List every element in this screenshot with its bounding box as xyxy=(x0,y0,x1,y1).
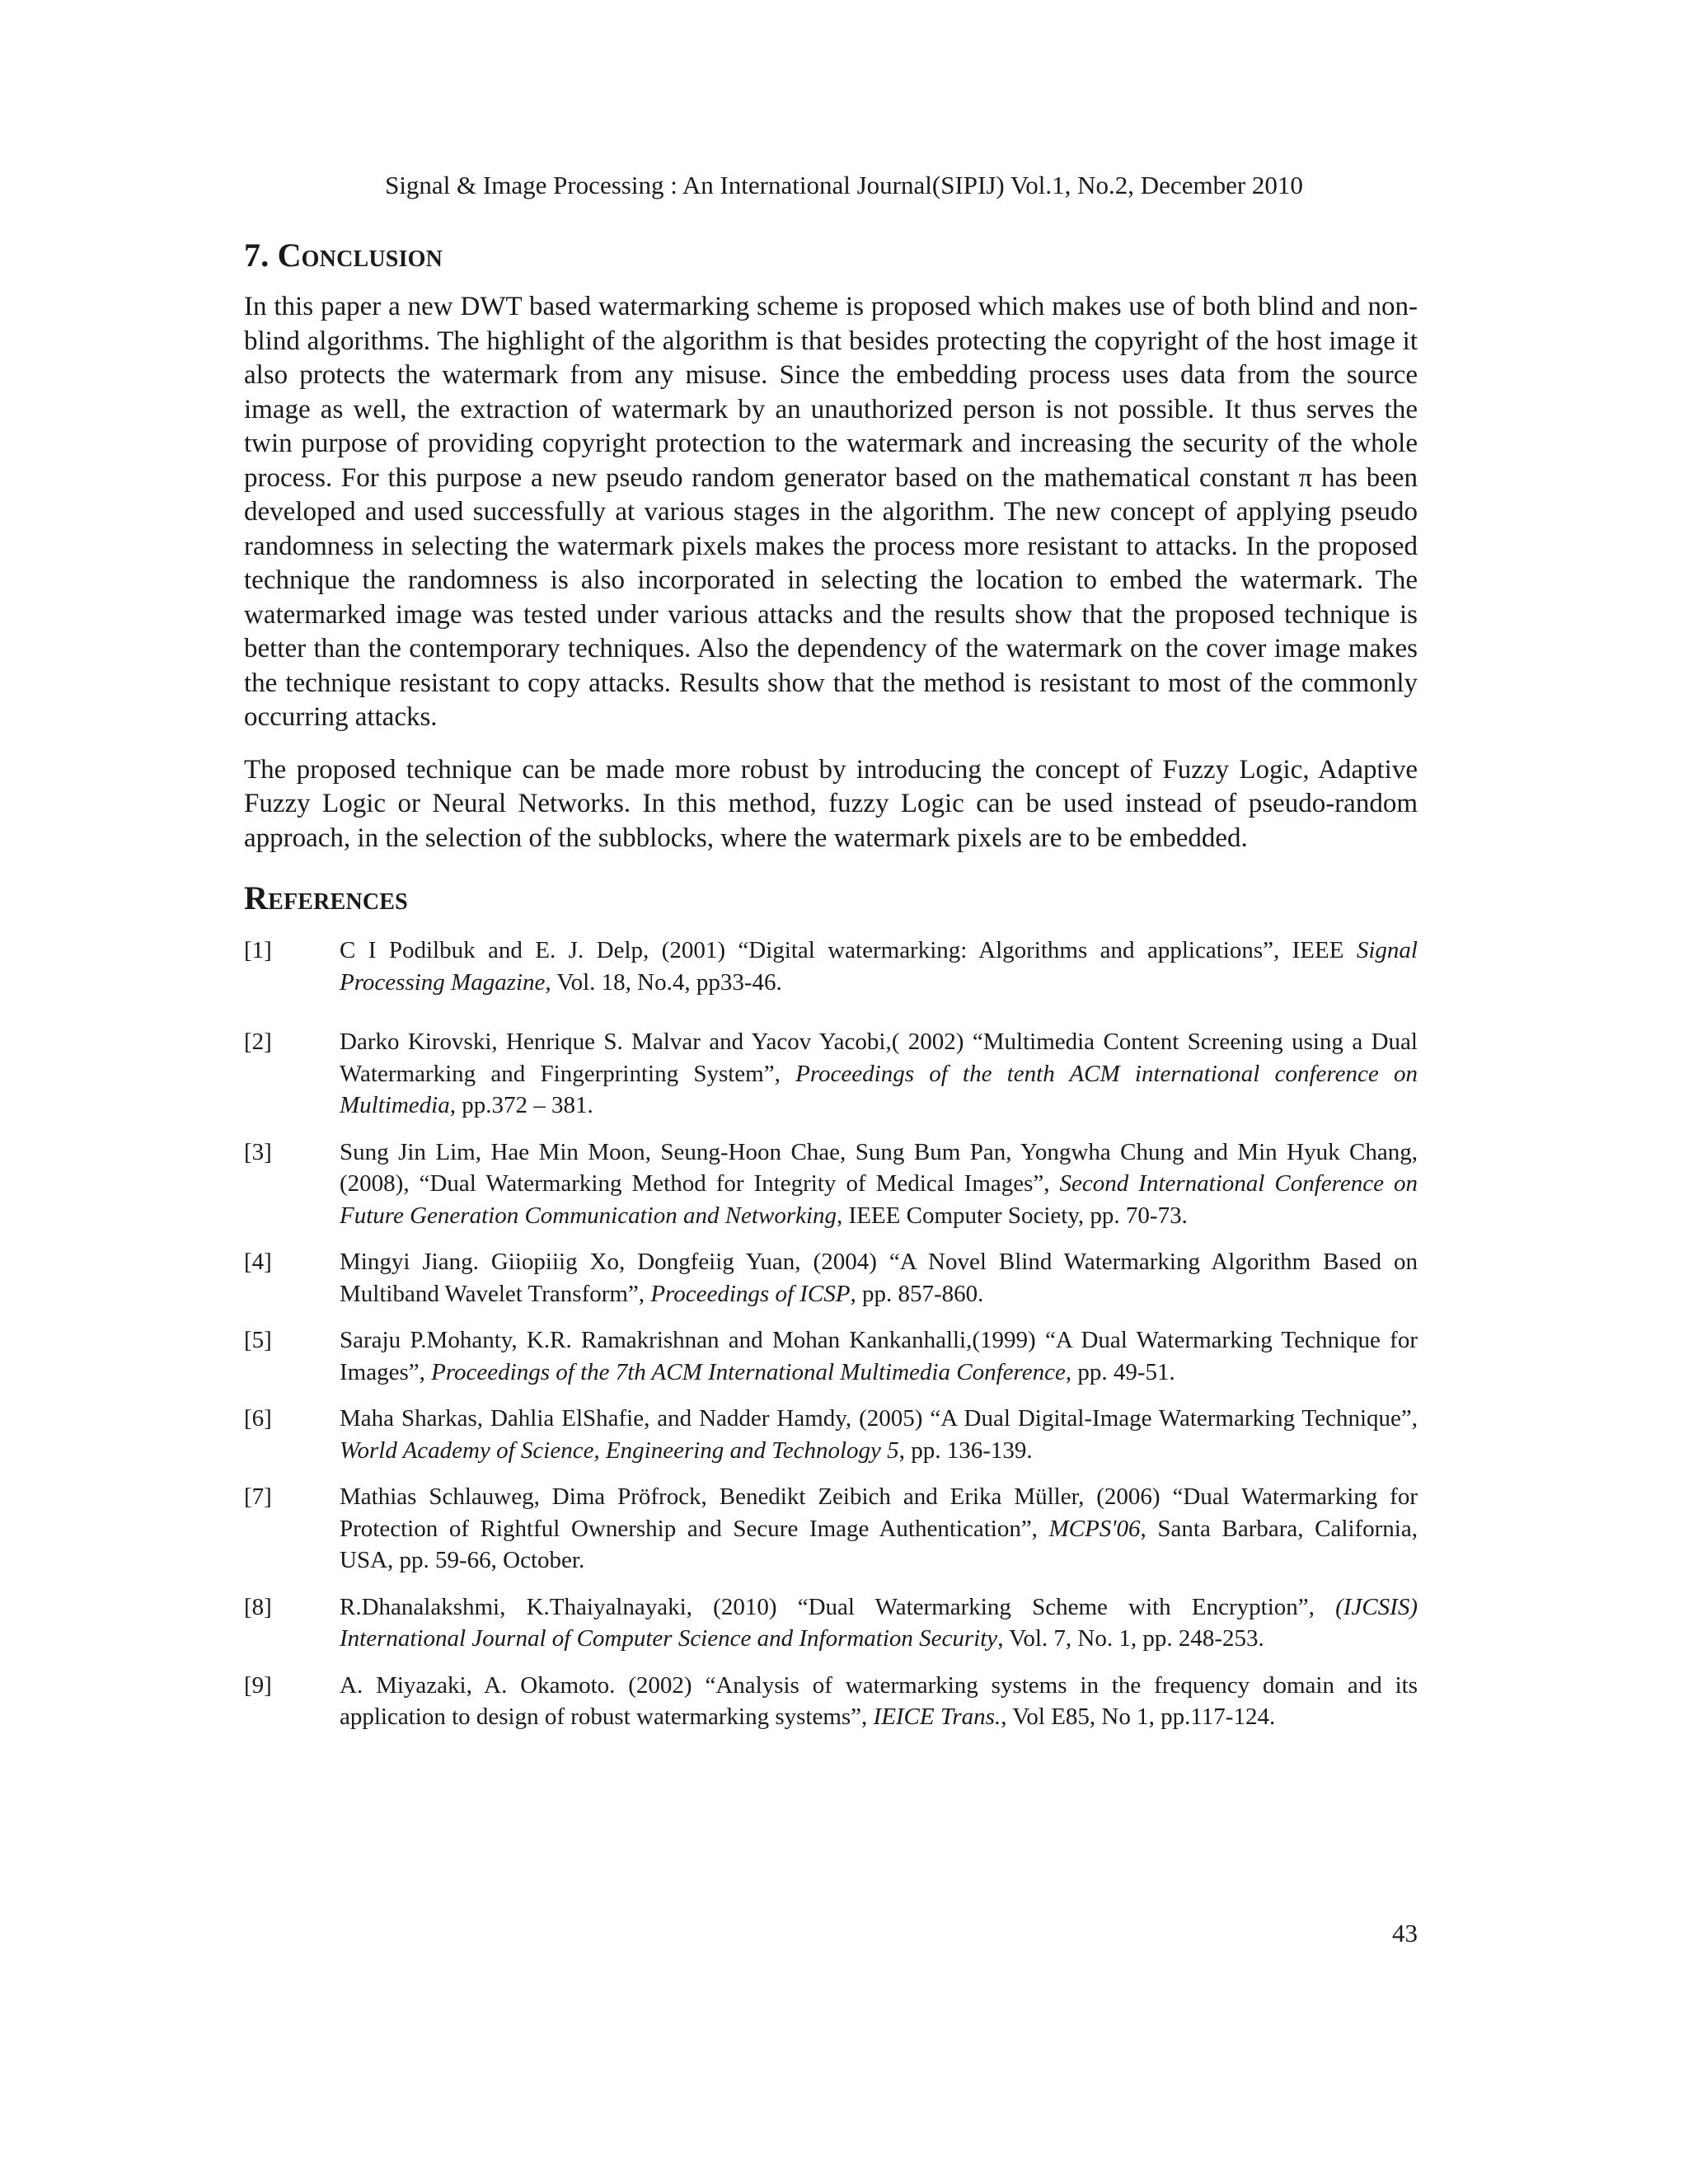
page-number: 43 xyxy=(1392,1919,1418,1947)
reference-text: Darko Kirovski, Henrique S. Malvar and Yacov Yacobi,( 2002) “Multimedia Content Screening using a Dual Watermarking and Fingerprinting System”, xyxy=(340,1029,1418,1087)
reference-number: [2] xyxy=(244,1029,272,1055)
reference-text: Mathias Schlauweg, Dima Pröfrock, Benedikt Zeibich and Erika Müller, (2006) “Dual Watermarking for Protection of Rightful Ownership and Secure Image Authentication”, xyxy=(340,1483,1418,1542)
conclusion-paragraph-1: In this paper a new DWT based watermarking scheme is proposed which makes use of both blind and non-blind algorithms. The highlight of the algorithm is that besides protecting the copyright of the host image it also protects the watermark from any misuse. Since the embedding process uses data from the source image as well, the extraction of watermark by an unauthorized person is not possible. It thus serves the twin purpose of providing copyright protection to the watermark and increasing the security of the whole process. For this purpose a new pseudo random generator based on the mathematical constant π has been developed and used successfully at various stages in the algorithm. The new concept of applying pseudo randomness in selecting the watermark pixels makes the process more resistant to attacks. In the proposed technique the randomness is also incorporated in selecting the location to embed the watermark. The watermarked image was tested under various attacks and the results show that the proposed technique is better than the contemporary techniques. Also the dependency of the watermark on the cover image makes the technique resistant to copy attacks. Results show that the method is resistant to most of the commonly occurring attacks. xyxy=(244,292,1418,732)
reference-details: , pp. 49-51. xyxy=(1065,1358,1175,1385)
reference-text: C I Podilbuk and E. J. Delp, (2001) “Digital watermarking: Algorithms and applications”, IEEE xyxy=(340,937,1357,963)
reference-details: , Vol. 7, No. 1, pp. 248-253. xyxy=(997,1625,1264,1652)
reference-item xyxy=(244,1324,1418,1388)
reference-number: [9] xyxy=(244,1671,272,1699)
reference-number: [5] xyxy=(244,1327,272,1353)
running-header: Signal & Image Processing : An International Journal(SIPIJ) Vol.1, No.2, December 2010 xyxy=(385,171,1303,199)
reference-list xyxy=(244,935,1418,1733)
reference-text: A. Miyazaki, A. Okamoto. (2002) “Analysis of watermarking systems in the frequency domain and its application to design of robust watermarking systems”, xyxy=(340,1671,1418,1730)
reference-number: [8] xyxy=(244,1593,272,1620)
reference-item xyxy=(244,1403,1418,1466)
reference-number: [7] xyxy=(244,1483,272,1510)
reference-text: Maha Sharkas, Dahlia ElShafie, and Nadder Hamdy, (2005) “A Dual Digital-Image Watermarking Technique”, xyxy=(340,1405,1418,1432)
reference-item xyxy=(244,1591,1418,1655)
reference-item xyxy=(244,1246,1418,1310)
reference-venue: MCPS'06 xyxy=(1048,1515,1141,1542)
conclusion-heading: 7. Conclusion xyxy=(244,237,443,274)
reference-number: [1] xyxy=(244,937,272,963)
reference-details: , Vol E85, No 1, pp.117-124. xyxy=(1001,1704,1276,1730)
reference-venue: Proceedings of the 7th ACM International Multimedia Conference xyxy=(431,1358,1066,1385)
reference-venue: IEICE Trans. xyxy=(873,1704,1001,1730)
reference-details: , pp. 136-139. xyxy=(898,1436,1033,1464)
reference-number: [6] xyxy=(244,1405,272,1432)
reference-number: [3] xyxy=(244,1138,272,1165)
reference-text: R.Dhanalakshmi, K.Thaiyalnayaki, (2010) “Dual Watermarking Scheme with Encryption”, xyxy=(340,1593,1336,1620)
reference-number: [4] xyxy=(244,1249,272,1275)
reference-details: , Santa Barbara, California, USA, pp. 59-66, October. xyxy=(340,1515,1418,1573)
reference-text: Sung Jin Lim, Hae Min Moon, Seung-Hoon Chae, Sung Bum Pan, Yongwha Chung and Min Hyuk Chang, (2008), “Dual Watermarking Method for Integrity of Medical Images”, xyxy=(340,1138,1418,1197)
references-heading: References xyxy=(244,879,408,916)
page-content xyxy=(244,236,1418,1748)
reference-details: Vol. 18, No.4, pp33-46. xyxy=(551,968,782,996)
reference-venue: Proceedings of the tenth ACM international conference on Multimedia xyxy=(340,1060,1418,1118)
reference-text: Mingyi Jiang. Giiopiiig Xo, Dongfeiig Yuan, (2004) “A Novel Blind Watermarking Algorithm Based on Multiband Wavelet Transform”, xyxy=(340,1249,1418,1307)
reference-item xyxy=(244,1481,1418,1577)
reference-details: , pp. 857-860. xyxy=(850,1280,984,1307)
reference-item xyxy=(244,1026,1418,1122)
reference-venue: Second International Conference on Future Generation Communication and Networking xyxy=(340,1170,1418,1229)
reference-venue: World Academy of Science, Engineering and Technology 5 xyxy=(340,1436,899,1464)
reference-item xyxy=(244,1137,1418,1232)
reference-text: Saraju P.Mohanty, K.R. Ramakrishnan and Mohan Kankanhalli,(1999) “A Dual Watermarking Technique for Images”, xyxy=(340,1327,1418,1385)
reference-item xyxy=(244,1670,1418,1733)
reference-details: , pp.372 – 381. xyxy=(449,1092,593,1118)
reference-venue: Signal Processing Magazine, xyxy=(340,937,1418,996)
conclusion-paragraph-2: The proposed technique can be made more robust by introducing the concept of Fuzzy Logic, Adaptive Fuzzy Logic or Neural Networks. In this method, fuzzy Logic can be used instead of pseudo-random approach, in the selection of the subblocks, where the watermark pixels are to be embedded. xyxy=(244,754,1418,853)
reference-venue: (IJCSIS) International Journal of Computer Science and Information Security xyxy=(340,1593,1418,1652)
reference-venue: Proceedings of ICSP xyxy=(650,1280,851,1307)
reference-item xyxy=(244,935,1418,998)
reference-details: , IEEE Computer Society, pp. 70-73. xyxy=(837,1202,1188,1229)
